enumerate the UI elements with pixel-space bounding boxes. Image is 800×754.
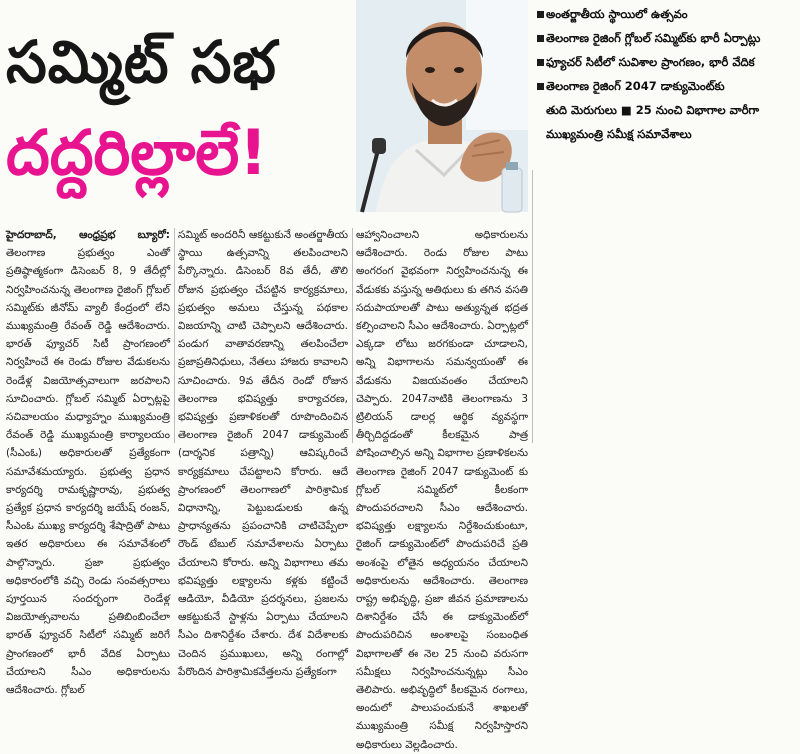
highlight-list	[536, 2, 798, 146]
bullet-square-icon	[537, 11, 544, 18]
article-column-2	[178, 226, 348, 678]
article-column-1	[6, 226, 170, 697]
highlight-text: ముఖ్యమంత్రి సమీక్ష సమావేశాలు	[546, 127, 692, 141]
highlight-item	[536, 50, 798, 74]
bullet-square-icon	[537, 83, 544, 90]
highlight-text: తుది మెరుగులు ■ 25 నుంచి విభాగాల వారీగా	[546, 103, 760, 117]
highlight-item	[536, 98, 798, 122]
portrait-photo	[356, 0, 528, 212]
column-divider	[352, 228, 353, 443]
bullet-square-icon	[537, 35, 544, 42]
article-column-3	[356, 226, 528, 751]
highlight-text: అంతర్జాతీయ స్థాయిలో ఉత్సవం	[546, 7, 688, 21]
highlight-item	[536, 74, 798, 98]
column-divider	[174, 228, 175, 443]
headline-line-1: సమ్మిట్ సభ	[6, 28, 277, 96]
highlight-item	[536, 2, 798, 26]
article-byline: హైదరాబాద్, ఆంధ్రప్రభ బ్యూరో:	[6, 229, 170, 241]
highlight-text: తెలంగాణ రైజింగ్ 2047 డాక్యుమెంట్‌కు	[546, 79, 725, 93]
article-text: ఆహ్వానించాలని అధికారులను ఆదేశించారు. రెండు రోజుల పాటు అంగరంగ వైభవంగా నిర్వహించనున్న ఈ వేడుకకు వస్తున్న అతిథులు కు తగిన వసతి సదుపాయాలతో పాటు అత్యున్నత భద్రత కల్పించాలని సీఎం ఆదేశించారు. ఏర్పాట్లలో ఎక్కడా లోటు జరగకుండా చూడాలని, అన్ని విభాగాలను సమన్వయంతో ఈ వేడుకను విజయవంతం చేయాలని చెప్పారు. 2047నాటికి తెలంగాణను 3 ట్రిలియన్ డాలర్ల ఆర్థిక వ్యవస్థగా తీర్చిదిద్దడంతో కీలకమైన పాత్ర పోషించాల్సిన అన్ని విభాగాల ప్రణాళికలను తెలంగాణ రైజింగ్ 2047 డాక్యుమెంట్ కు గ్లోబల్ సమ్మిట్‌లో కీలకంగా పొందుపరచాలని సీఎం ఆదేశించారు. భవిష్యత్తు లక్ష్యాలను నిర్దేశించుకుంటూ, రైజింగ్ డాక్యుమెంట్‌లో పొందుపరిచే ప్రతి అంశంపై లోతైన అధ్యయనం చేయాలని అధికారులను ఆదేశించారు. తెలంగాణ రాష్ట్ర అభివృద్ధి, ప్రజా జీవన ప్రమాణాలను దిశానిర్దేశం చేసే ఈ డాక్యుమెంట్‌లో పొందుపరిచిన అంశాలపై సంబంధిత విభాగాలతో ఈ నెల 25 నుంచి వరుసగా సమీక్షలు నిర్వహించనున్నట్లు సీఎం తెలిపారు. అభివృద్ధిలో కీలకమైన రంగాలు, అందులో పాలుపంచుకునే శాఖలతో ముఖ్యమంత్రి సమీక్ష నిర్వహిస్తారని అధికారులు వెల్లడించారు.	[356, 229, 528, 751]
column-divider	[532, 170, 533, 443]
article-text: తెలంగాణ ప్రభుత్వం ఎంతో ప్రతిష్ఠాత్మకంగా డిసెంబర్ 8, 9 తేదీల్లో నిర్వహించనున్న తెలంగాణ రైజింగ్ గ్లోబల్ సమ్మిట్‌కు జీనోమ్ వ్యాలీ కేంద్రంలో లేని ముఖ్యమంత్రి రేవంత్ రెడ్డి ఆదేశించారు. భారత్ ఫ్యూచర్ సిటీ ప్రాంగణంలో నిర్వహించే ఈ రెండు రోజుల వేడుకలను రెండేళ్ల విజయోత్సవాలుగా జరపాలని సూచించారు. గ్లోబల్ సమ్మిట్ ఏర్పాట్లపై సచివాలయం మధ్యాహ్నం ముఖ్యమంత్రి రేవంత్ రెడ్డి ముఖ్యమంత్రి కార్యాలయం (సీఎంఓ) అధికారులతో ప్రత్యేకంగా సమావేశమయ్యారు. ప్రభుత్వ ప్రధాన కార్యదర్శి రామకృష్ణారావు, ప్రభుత్వ ప్రత్యేక ప్రధాన కార్యదర్శి జయేష్ రంజన్, సీఎంఓ ముఖ్య కార్యదర్శి శేషాద్రితో పాటు ఇతర అధికారులు ఈ సమావేశంలో పాల్గొన్నారు. ప్రజా ప్రభుత్వం అధికారంలోకి వచ్చి రెండు సంవత్సరాలు పూర్తయిన సందర్భంగా రెండేళ్ల విజయోత్సవాలను ప్రతిబింబించేలా భారత్ ఫ్యూచర్ సిటీలో సమ్మిట్ జరిగే ప్రాంగణంలో భారీ వేదిక ఏర్పాటు చేయాలని సీఎం అధికారులను ఆదేశించారు. గ్లోబల్	[6, 247, 170, 697]
highlight-text: తెలంగాణ రైజింగ్ గ్లోబల్ సమ్మిట్‌కు భారీ ఏర్పాట్లు	[546, 31, 761, 45]
article-text: సమ్మిట్ అందరినీ ఆకట్టుకునే అంతర్జాతీయ స్థాయి ఉత్సవాన్ని తలపించాలని పేర్కొన్నారు. డిసెంబర్ 8వ తేదీ, తొలి రోజున ప్రభుత్వం చేపట్టిన కార్యక్రమాలు, ప్రభుత్వం అమలు చేస్తున్న పథకాల విజయాన్ని చాటి చెప్పాలని ఆదేశించారు. పండుగ వాతావరణాన్ని తలపించేలా ప్రజాప్రతినిధులు, నేతలు హాజరు కావాలని సూచించారు. 9వ తేదీన రెండో రోజున తెలంగాణ భవిష్యత్తు కార్యాచరణ, భవిష్యత్తు ప్రణాళికలతో రూపొందించిన తెలంగాణ రైజింగ్ 2047 డాక్యుమెంట్ (దార్శనిక పత్రాన్ని) ఆవిష్కరించే కార్యక్రమాలు చేపట్టాలని కోరారు. ఆదే ప్రాంగణంలో తెలంగాణలో పారిశ్రామిక విధానాన్ని, పెట్టుబడులకు ఉన్న ప్రాధాన్యతను ప్రపంచానికి చాటిచెప్పేలా రౌండ్ టేబుల్ సమావేశాలను ఏర్పాటు చేయాలని కోరారు. అన్ని విభాగాలు తమ భవిష్యత్తు లక్ష్యాలను కళ్లకు కట్టించే ఆడియో, వీడియో ప్రదర్శనలు, ప్రజలను ఆకట్టుకునే స్టాళ్లను ఏర్పాటు చేయాలని సీఎం దిశానిర్దేశం చేశారు. దేశ విదేశాలకు చెందిన ప్రముఖులు, అన్ని రంగాల్లో పేరొందిన పారిశ్రామికవేత్తలను ప్రత్యేకంగా	[178, 229, 348, 678]
highlight-text: ఫ్యూచర్ సిటీలో సువిశాల ప్రాంగణం, భారీ వేదిక	[546, 55, 755, 69]
headline-line-2: దద్దరిల్లాలే!	[6, 116, 268, 189]
bullet-square-icon	[537, 59, 544, 66]
portrait-illustration	[356, 0, 528, 212]
highlight-item	[536, 122, 798, 146]
highlight-item	[536, 26, 798, 50]
